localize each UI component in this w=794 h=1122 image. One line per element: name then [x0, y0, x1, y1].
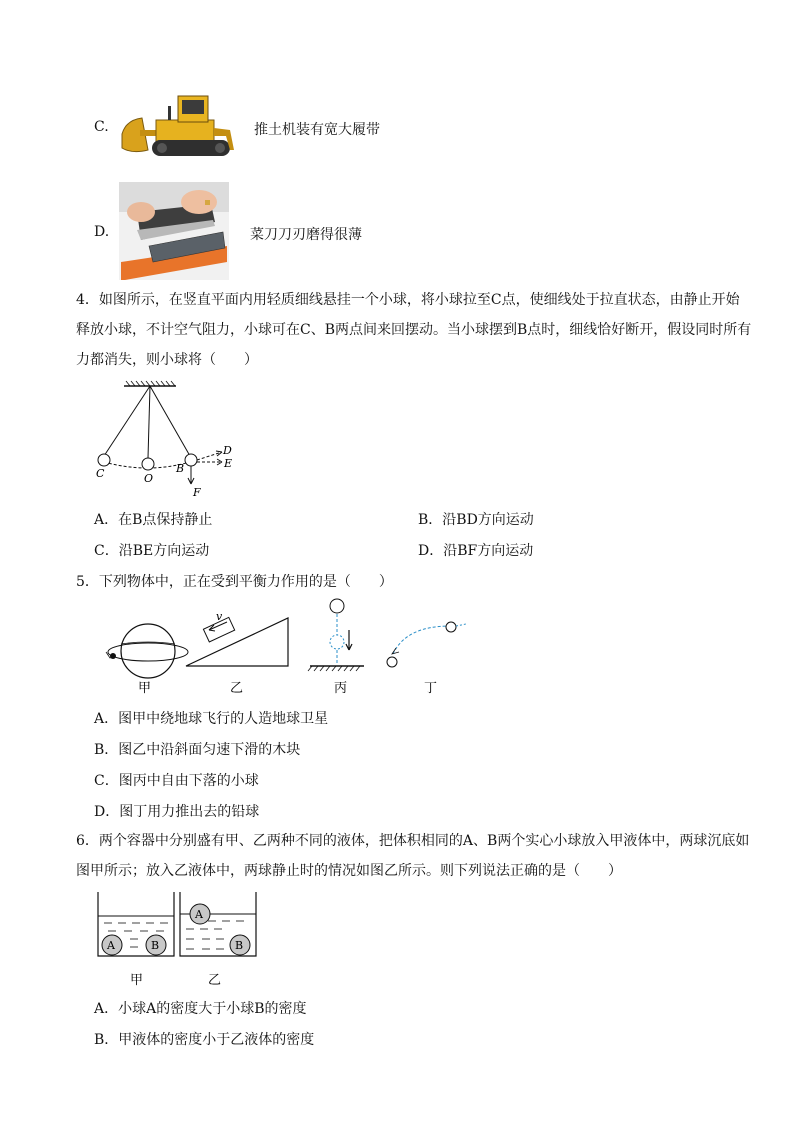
question-6-number: 6． — [76, 833, 99, 849]
caption-bing: 丙 — [334, 681, 348, 696]
q6-option-b: B．甲液体的密度小于乙液体的密度 — [94, 1032, 315, 1048]
knife-sharpening-image — [119, 182, 229, 280]
q5-figures — [94, 596, 484, 698]
question-5-text: 下列物体中，正在受到平衡力作用的是（ ） — [98, 574, 393, 590]
ball-a-yi: A — [195, 908, 203, 921]
ball-b-yi: B — [235, 939, 244, 952]
label-c: C — [96, 467, 105, 480]
q5-option-c: C．图丙中自由下落的小球 — [94, 773, 259, 789]
q4-option-a: A．在B点保持静止 — [94, 512, 213, 528]
bulldozer-image — [118, 90, 240, 166]
q4-option-d: D．沿BF方向运动 — [418, 543, 534, 559]
option-d-letter: D. — [94, 224, 110, 240]
question-4-number: 4． — [76, 292, 99, 308]
falling-ball-figure — [308, 599, 364, 671]
question-5 — [76, 571, 393, 591]
option-c-letter: C. — [94, 119, 109, 135]
q5-option-b: B．图乙中沿斜面匀速下滑的木块 — [94, 742, 301, 758]
question-5-number: 5． — [76, 574, 99, 590]
containers-figure — [94, 890, 264, 992]
ball-b-jia: B — [151, 939, 160, 952]
label-f: F — [193, 486, 201, 499]
label-e: E — [224, 457, 233, 470]
q5-option-d: D．图丁用力推出去的铅球 — [94, 804, 260, 820]
caption-ding: 丁 — [424, 681, 438, 696]
question-4-text: 如图所示，在竖直平面内用轻质细线悬挂一个小球，将小球拉至C点，使细线处于拉直状态，由静止开始释放小球，不计空气阻力，小球可在C、B两点间来回摆动。当小球摆到B点时，细线恰好断开，假设同时所有力都消失，则小球将（ ） — [76, 292, 752, 368]
option-c-text: 推土机装有宽大履带 — [254, 122, 380, 138]
q4-option-c: C．沿BE方向运动 — [94, 543, 210, 559]
shot-put-figure — [387, 622, 466, 667]
earth-satellite-figure — [106, 624, 188, 678]
question-6-text: 两个容器中分别盛有甲、乙两种不同的液体，把体积相同的A、B两个实心小球放入甲液体中，两球沉底如图甲所示；放入乙液体中，两球静止时的情况如图乙所示。则下列说法正确的是（ ） — [76, 833, 750, 879]
question-6 — [76, 826, 752, 886]
label-o: O — [144, 472, 154, 485]
caption-jia: 甲 — [138, 681, 152, 696]
q6-option-a: A．小球A的密度大于小球B的密度 — [94, 1001, 307, 1017]
caption-container-jia: 甲 — [130, 973, 144, 988]
caption-yi: 乙 — [230, 681, 244, 696]
question-4 — [76, 285, 752, 375]
label-b: B — [176, 462, 185, 475]
container-yi — [180, 892, 256, 956]
option-d-text: 菜刀刀刃磨得很薄 — [250, 227, 362, 243]
ball-a-jia: A — [107, 939, 115, 952]
label-d: D — [223, 444, 232, 457]
q5-option-a: A．图甲中绕地球飞行的人造地球卫星 — [94, 711, 329, 727]
label-v: v — [216, 610, 223, 623]
pendulum-figure — [90, 380, 250, 500]
q4-option-b: B．沿BD方向运动 — [418, 512, 534, 528]
incline-figure — [186, 610, 288, 666]
container-jia — [98, 892, 174, 956]
caption-container-yi: 乙 — [208, 973, 222, 988]
